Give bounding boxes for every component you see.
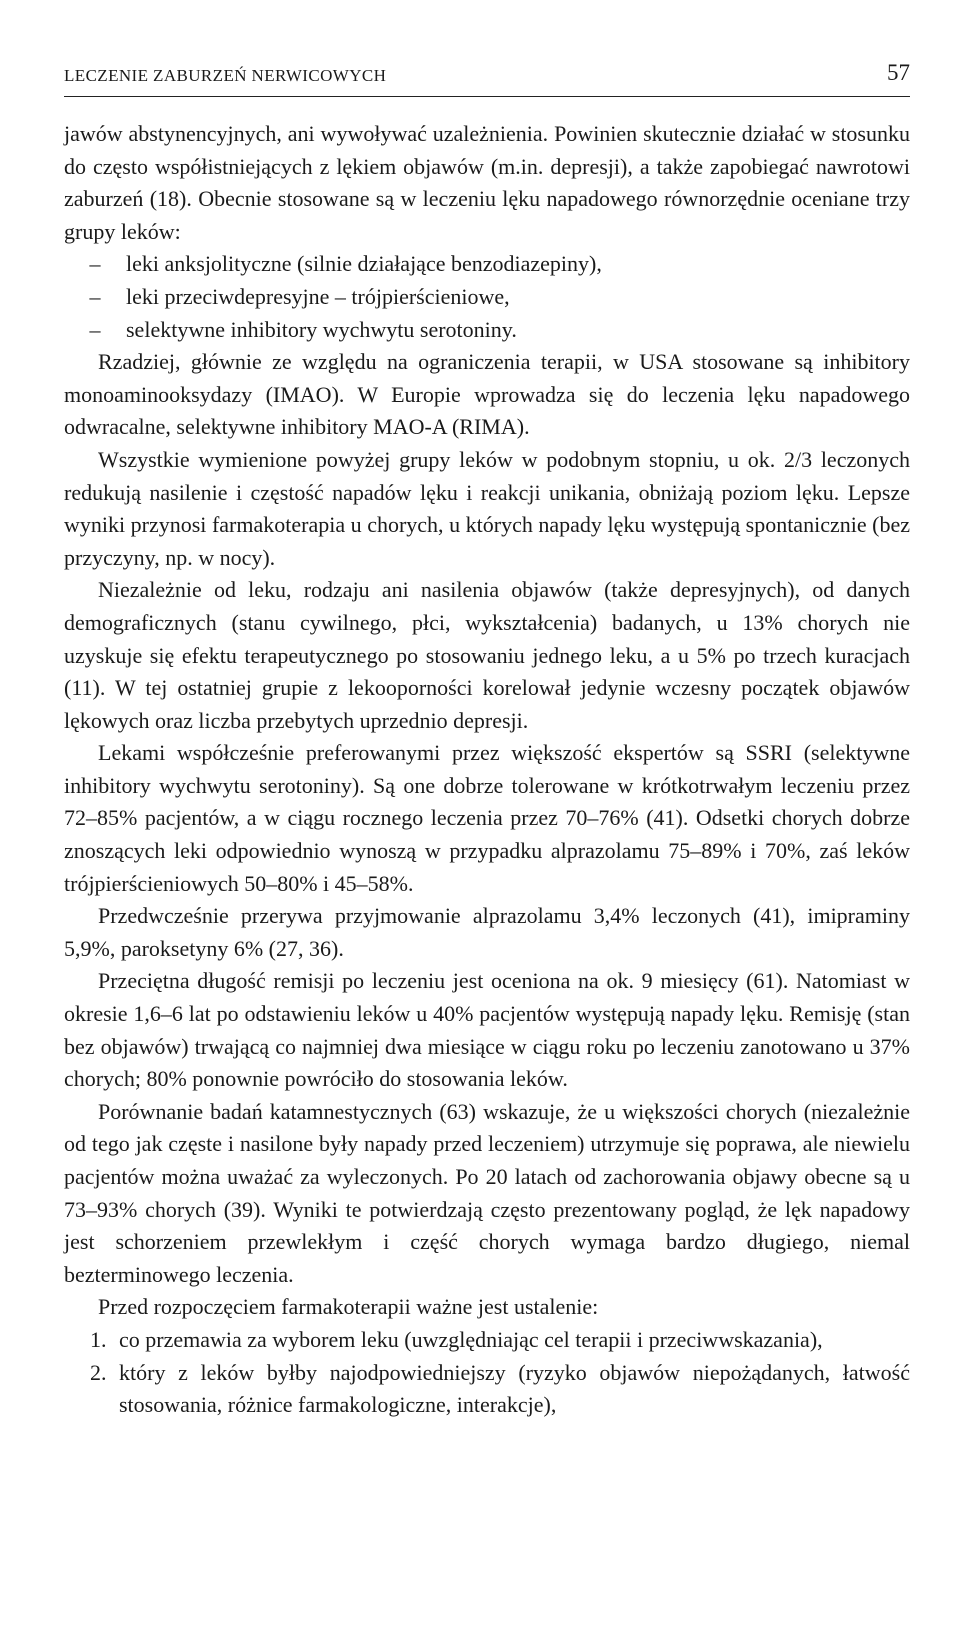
- list-item-text: leki anksjolityczne (silnie działające benzodiazepiny),: [126, 251, 602, 277]
- paragraph: Przed rozpoczęciem farmakoterapii ważne jest ustalenie:: [98, 1294, 599, 1320]
- numbered-list-item: [64, 1324, 910, 1357]
- paragraph: Przedwcześnie przerywa przyjmowanie alprazolamu 3,4% leczonych (41), imipraminy 5,9%, paroksetyny 6% (27, 36).: [64, 903, 910, 961]
- running-header: [64, 62, 910, 97]
- paragraph: Porównanie badań katamnestycznych (63) wskazuje, że u większości chorych (niezależnie od tego jak częste i nasilone były napady przed leczeniem) utrzymuje się poprawa, ale niewielu pacjentów można uważać za wyleczonych. Po 20 latach od zachorowania objawy obecne są u 73–93% chorych (39). Wyniki te potwierdzają często prezentowany pogląd, że lęk napadowy jest schorzeniem przewlekłym i część chorych wymaga bardzo długiego, niemal bezterminowego leczenia.: [64, 1098, 910, 1287]
- body-text: [64, 118, 910, 1422]
- paragraph: Wszystkie wymienione powyżej grupy leków w podobnym stopniu, u ok. 2/3 leczonych redukują nasilenie i częstość napadów lęku i reakcji unikania, obniżają poziom lęku. Lepsze wyniki przynosi farmakoterapia u chorych, u których napady lęku występują spontanicznie (bez przyczyny, np. w nocy).: [64, 446, 910, 570]
- list-number: 1.: [90, 1326, 107, 1352]
- running-header-title: LECZENIE ZABURZEŃ NERWICOWYCH: [64, 66, 387, 85]
- paragraph: Rzadziej, głównie ze względu na ograniczenia terapii, w USA stosowane są inhibitory monoaminooksydazy (IMAO). W Europie wprowadza się do leczenia lęku napadowego odwracalne, selektywne inhibitory MAO-A (RIMA).: [64, 349, 910, 440]
- list-dash-marker: –: [89, 251, 101, 277]
- paragraph-continuation: jawów abstynencyjnych, ani wywoływać uzależnienia. Powinien skutecznie działać w stosunku do często współistniejących z lękiem objawów (m.in. depresji), a także zapobiegać nawrotowi zaburzeń (18). Obecnie stosowane są w leczeniu lęku napadowego równorzędnie oceniane trzy grupy leków:: [64, 121, 910, 244]
- list-item-text: co przemawia za wyborem leku (uwzględniając cel terapii i przeciwwskazania),: [119, 1326, 823, 1352]
- list-item: [64, 314, 910, 347]
- paragraph: Niezależnie od leku, rodzaju ani nasilenia objawów (także depresyjnych), od danych demograficznych (stanu cywilnego, płci, wykształcenia) badanych, u 13% chorych nie uzyskuje się efektu terapeutycznego po stosowaniu jednego leku, a u 5% po trzech kuracjach (11). W tej ostatniej grupie z lekooporności korelował jedynie wczesny początek objawów lękowych oraz liczba przebytych uprzednio depresji.: [64, 577, 910, 733]
- list-item-text: który z leków byłby najodpowiedniejszy (ryzyko objawów niepożądanych, łatwość stosowania, różnice farmakologiczne, interakcje),: [119, 1359, 910, 1418]
- paragraph: Przeciętna długość remisji po leczeniu jest oceniona na ok. 9 miesięcy (61). Natomiast w okresie 1,6–6 lat po odstawieniu leków u 40% pacjentów występują napady lęku. Remisję (stan bez objawów) trwającą co najmniej dwa miesiące w ciągu roku po leczeniu zanotowano u 37% chorych; 80% ponownie powróciło do stosowania leków.: [64, 968, 910, 1092]
- list-dash-marker: –: [89, 283, 101, 309]
- list-item: [64, 281, 910, 314]
- page-number: 57: [887, 60, 910, 85]
- list-item-text: leki przeciwdepresyjne – trójpierścieniowe,: [126, 283, 510, 309]
- list-item-text: selektywne inhibitory wychwytu serotoniny.: [126, 316, 517, 342]
- list-dash-marker: –: [89, 316, 101, 342]
- list-item: [64, 248, 910, 281]
- numbered-list-item: [64, 1357, 910, 1422]
- paragraph: Lekami współcześnie preferowanymi przez większość ekspertów są SSRI (selektywne inhibitory wychwytu serotoniny). Są one dobrze tolerowane w krótkotrwałym leczeniu przez 72–85% pacjentów, a w ciągu rocznego leczenia przez 70–76% (41). Odsetki chorych dobrze znoszących leki odpowiednio wynoszą w przypadku alprazolamu 75–89% i 70%, zaś leków trójpierścieniowych 50–80% i 45–58%.: [64, 740, 910, 896]
- list-number: 2.: [90, 1359, 107, 1385]
